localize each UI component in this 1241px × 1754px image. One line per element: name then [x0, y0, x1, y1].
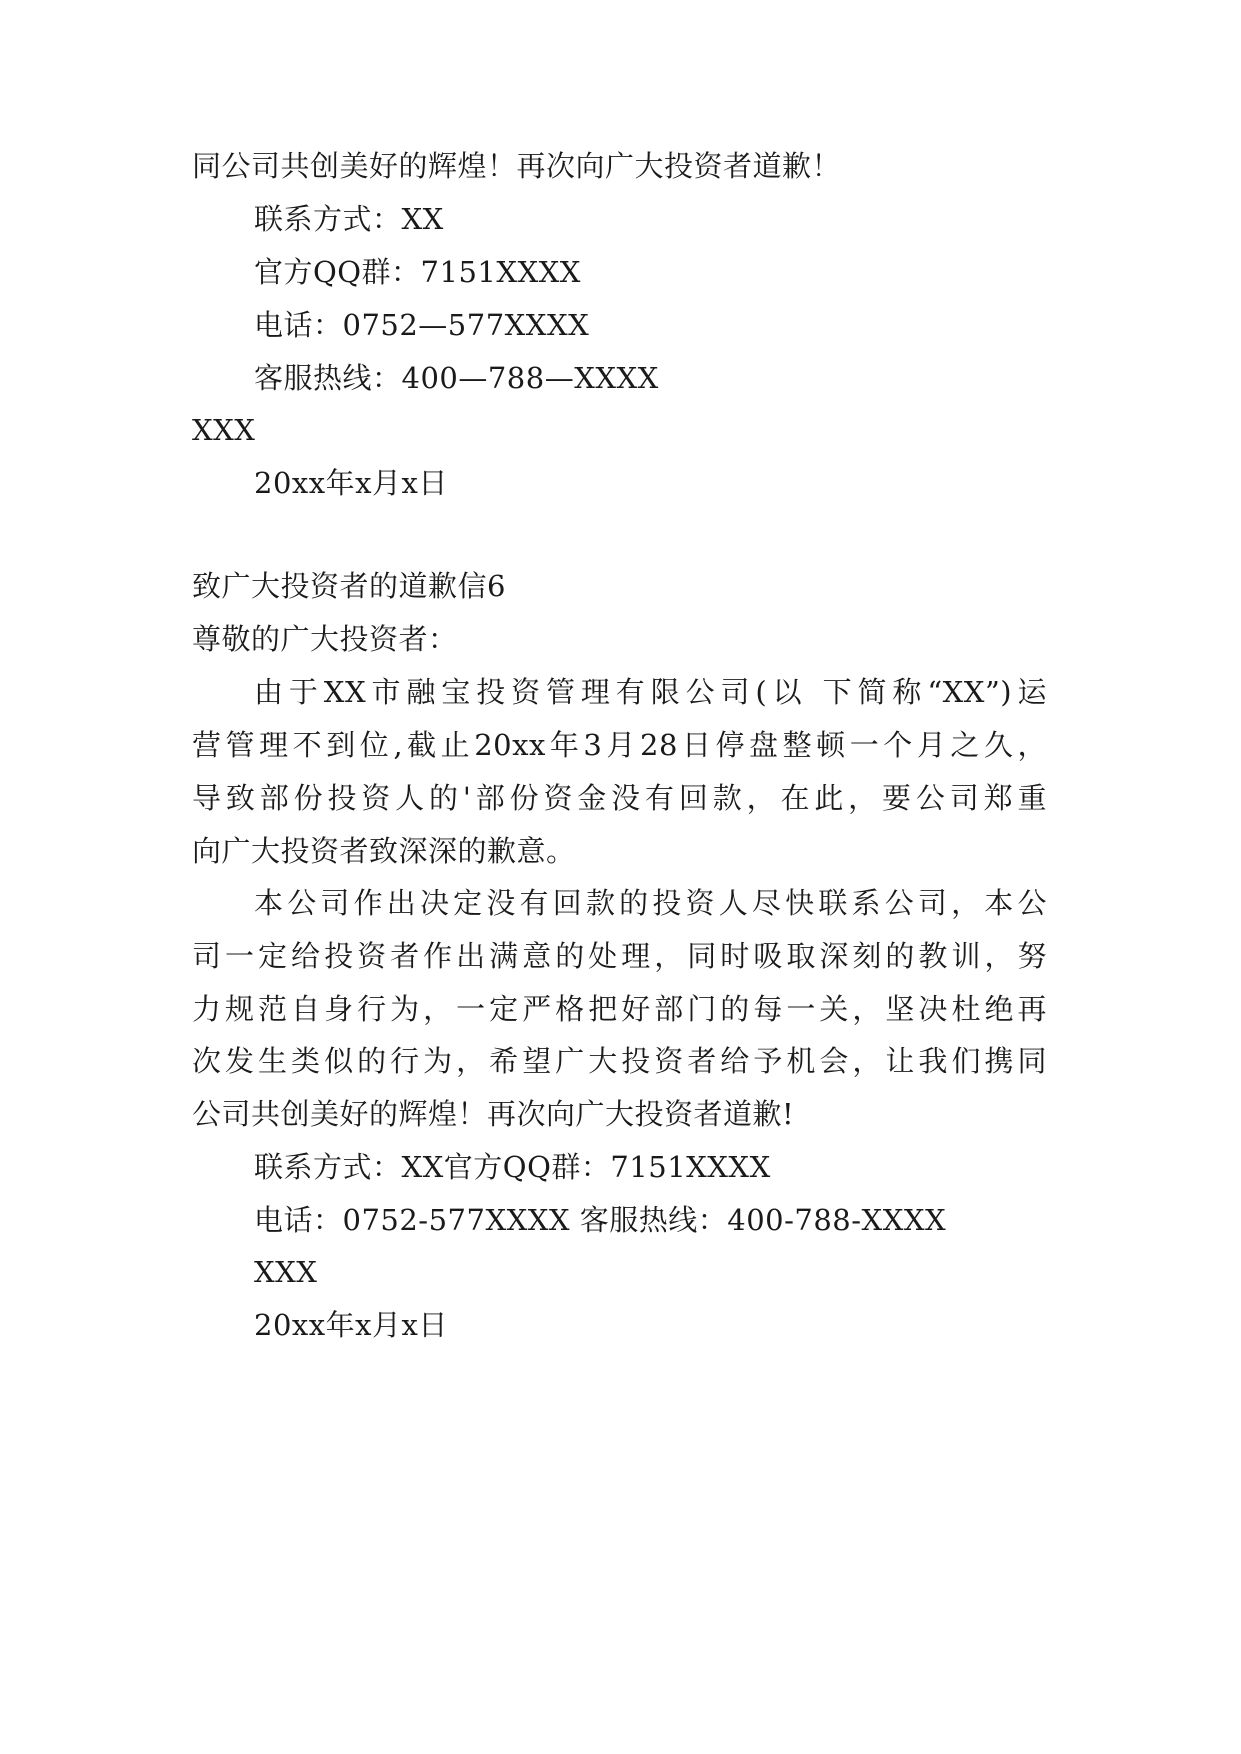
hotline-line: 客服热线：400—788—XXXX	[254, 361, 659, 395]
phone-hotline-line: 电话：0752-577XXXX 客服热线：400-788-XXXX	[254, 1203, 947, 1237]
signer: XXX	[192, 413, 256, 447]
paragraph-1-line: 导致部份投资人的'部份资金没有回款，在此，要公司郑重	[192, 781, 1047, 815]
letter-title: 致广大投资者的道歉信6	[192, 569, 506, 603]
paragraph-1-line: 向广大投资者致深深的歉意。	[192, 834, 576, 868]
qq-group-line: 官方QQ群：7151XXXX	[254, 255, 581, 289]
closing-line: 同公司共创美好的辉煌！再次向广大投资者道歉！	[192, 149, 842, 183]
paragraph-2-line: 次发生类似的行为，希望广大投资者给予机会，让我们携同	[192, 1044, 1047, 1078]
paragraph-2-line: 司一定给投资者作出满意的处理，同时吸取深刻的教训，努	[192, 939, 1047, 973]
date-line: 20xx年x月x日	[254, 1308, 448, 1342]
paragraph-1-line: 由于XX市融宝投资管理有限公司(以 下简称“XX”)运	[254, 675, 1047, 709]
contact-line: 联系方式：XX	[254, 202, 444, 236]
date-line: 20xx年x月x日	[254, 466, 448, 500]
paragraph-2-line: 公司共创美好的辉煌！再次向广大投资者道歉!	[192, 1097, 795, 1131]
paragraph-2-line: 本公司作出决定没有回款的投资人尽快联系公司，本公	[254, 886, 1047, 920]
phone-line: 电话：0752—577XXXX	[254, 308, 590, 342]
paragraph-1-line: 营管理不到位,截止20xx年3月28日停盘整顿一个月之久，	[192, 728, 1047, 762]
contact-qq-line: 联系方式：XX官方QQ群：7151XXXX	[254, 1150, 771, 1184]
signer: XXX	[254, 1255, 318, 1289]
paragraph-2-line: 力规范自身行为，一定严格把好部门的每一关，坚决杜绝再	[192, 992, 1047, 1026]
salutation: 尊敬的广大投资者：	[192, 622, 458, 656]
